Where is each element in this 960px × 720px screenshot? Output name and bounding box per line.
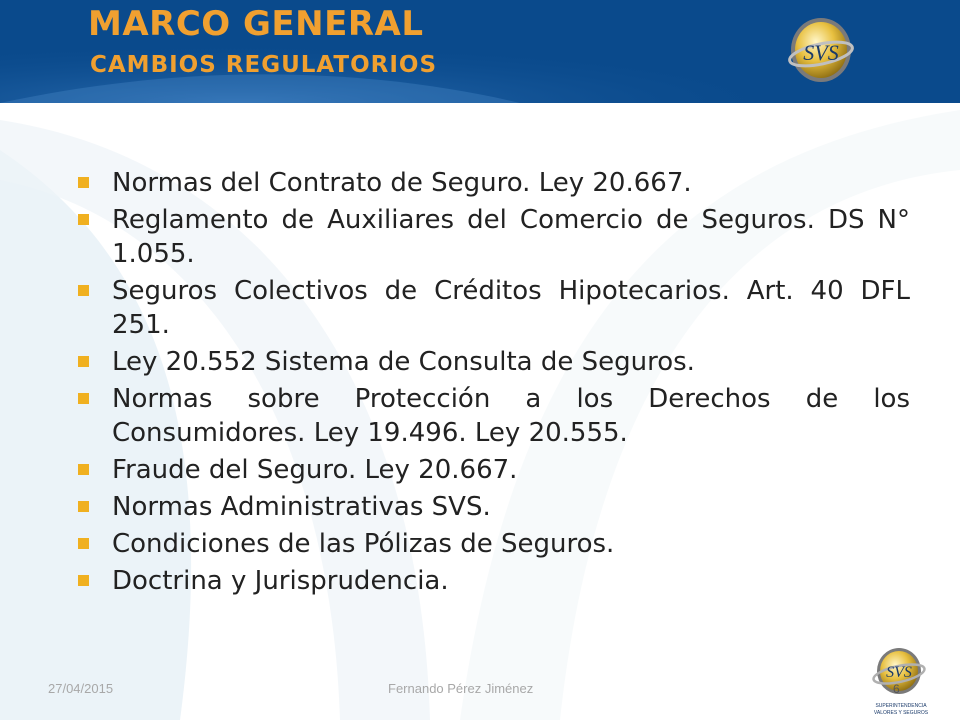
square-bullet-icon — [78, 575, 89, 586]
square-bullet-icon — [78, 356, 89, 367]
square-bullet-icon — [78, 214, 89, 225]
svs-logo-text: SVS — [803, 40, 839, 65]
list-item-text: Fraude del Seguro. Ley 20.667. — [112, 455, 518, 485]
list-item-text: Normas sobre Protección a los Derechos de los Consumidores. Ley 19.496. Ley 20.555. — [112, 384, 910, 448]
list-item-text: Normas del Contrato de Seguro. Ley 20.667. — [112, 168, 692, 198]
svs-logo — [786, 12, 856, 90]
square-bullet-icon — [78, 501, 89, 512]
list-item-text: Ley 20.552 Sistema de Consulta de Seguros. — [112, 347, 695, 377]
list-item-text: Normas Administrativas SVS. — [112, 492, 491, 522]
list-item — [76, 343, 910, 381]
svs-footer-caption-2: VALORES Y SEGUROS — [873, 710, 929, 716]
svs-footer-caption-1: SUPERINTENDENCIA — [875, 703, 927, 709]
list-item-text: Seguros Colectivos de Créditos Hipotecarios. Art. 40 DFL 251. — [112, 276, 910, 340]
list-item — [76, 562, 910, 600]
square-bullet-icon — [78, 285, 89, 296]
list-item — [76, 380, 910, 452]
page-number: 6 — [893, 682, 900, 696]
square-bullet-icon — [78, 177, 89, 188]
list-item — [76, 272, 910, 344]
slide-title: MARCO GENERAL — [88, 4, 424, 44]
bullet-list — [76, 164, 910, 599]
square-bullet-icon — [78, 464, 89, 475]
square-bullet-icon — [78, 538, 89, 549]
square-bullet-icon — [78, 393, 89, 404]
list-item-text: Condiciones de las Pólizas de Seguros. — [112, 529, 615, 559]
list-item — [76, 451, 910, 489]
svs-footer-logo — [866, 643, 936, 720]
list-item — [76, 488, 910, 526]
list-item — [76, 525, 910, 563]
footer-date: 27/04/2015 — [48, 681, 114, 696]
list-item — [76, 201, 910, 273]
svs-footer-logo-text: SVS — [886, 664, 912, 681]
list-item-text: Doctrina y Jurisprudencia. — [112, 566, 449, 596]
list-item-text: Reglamento de Auxiliares del Comercio de Seguros. DS N° 1.055. — [112, 205, 910, 269]
footer-author: Fernando Pérez Jiménez — [388, 681, 534, 696]
slide-subtitle: CAMBIOS REGULATORIOS — [90, 52, 438, 78]
list-item — [76, 164, 910, 202]
slide-header — [0, 0, 960, 103]
